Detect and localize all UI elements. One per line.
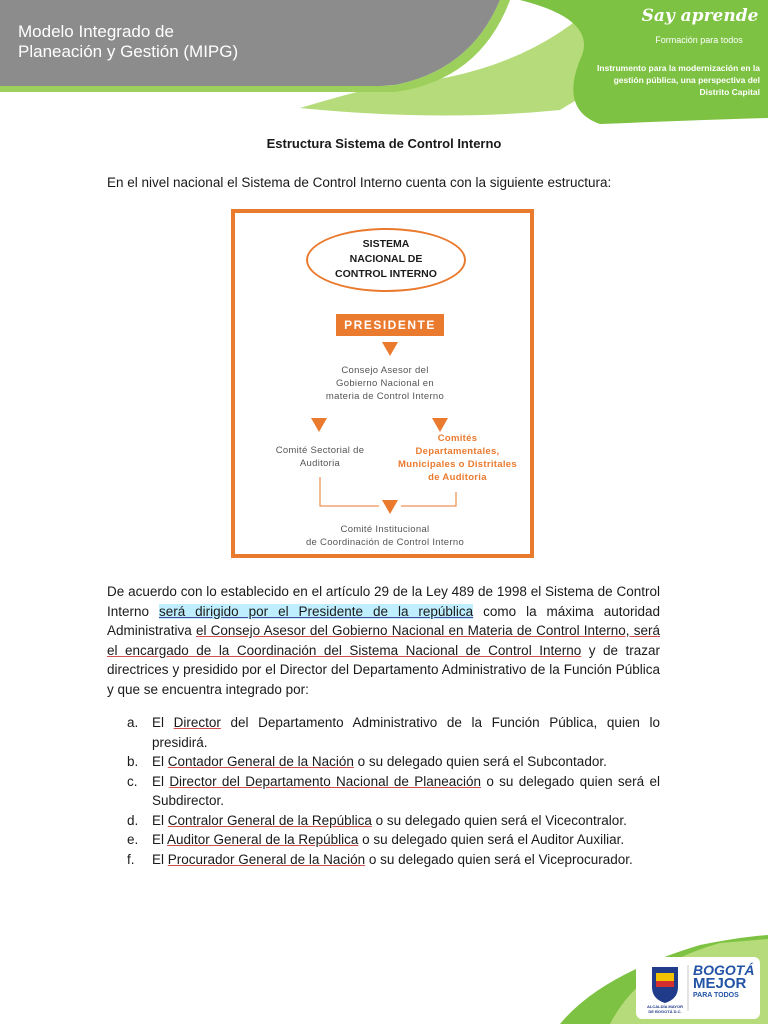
list-text: El [152, 812, 168, 828]
node-line: de Auditoria [428, 472, 487, 483]
list-item [107, 713, 660, 752]
list-marker: d. [127, 812, 139, 828]
control-structure-diagram [231, 209, 534, 558]
page-header [0, 0, 768, 130]
list-underlined-term: Procurador General de la Nación [167, 851, 366, 867]
list-text: o su delegado quien será el Viceprocurador. [365, 851, 633, 867]
program-title-line: Planeación y Gestión (MIPG) [18, 42, 239, 61]
paragraph-text: y de trazar directrices y presidido por el Director del Departamento Administrativo de la Función Pública y que se encuentra integrado por: [107, 642, 660, 697]
instrument-text [560, 62, 760, 98]
node-line: Auditoria [299, 458, 341, 469]
list-underlined-term: Director [173, 715, 221, 730]
say-aprende-logo: Say aprende [641, 6, 759, 26]
alcaldia-label [642, 1004, 688, 1014]
list-underlined-term: Contador General de la Nación [167, 754, 354, 769]
program-title-line: Modelo Integrado de [18, 22, 174, 41]
brand-tagline: Formación para todos [655, 35, 743, 45]
program-title [18, 22, 238, 62]
node-line: Departamentales, [415, 446, 500, 457]
oval-line: SISTEMA [362, 238, 410, 250]
instrument-line: Instrumento para la modernización en la [597, 63, 760, 73]
comite-institucional-node [275, 523, 495, 549]
arrow-down-icon [382, 500, 398, 514]
list-text: El [152, 832, 168, 847]
oval-line: CONTROL INTERNO [335, 268, 437, 280]
list-item [107, 752, 660, 772]
list-underlined-term: Auditor General de la República [167, 832, 359, 847]
list-text: o su delegado quien será el Auditor Auxiliar. [358, 832, 625, 847]
node-line: Gobierno Nacional en [336, 378, 434, 389]
list-marker: b. [127, 754, 139, 769]
list-text: El [152, 851, 168, 867]
alcaldia-line: DE BOGOTÁ D.C. [648, 1009, 682, 1014]
node-line: Municipales o Distritales [398, 459, 517, 470]
list-item [107, 830, 660, 850]
node-line: Comité Institucional [340, 524, 430, 535]
node-line: Comité Sectorial de [275, 445, 365, 456]
node-line: de Coordinación de Control Interno [305, 537, 465, 548]
member-list [107, 713, 660, 869]
bogota-line: MEJOR [693, 975, 747, 992]
list-text: o su delegado quien será el Subcontador. [353, 754, 607, 769]
bogota-mejor-logo [693, 963, 753, 1000]
node-line: materia de Control Interno [325, 391, 445, 402]
bogota-line: PARA TODOS [693, 992, 739, 999]
oval-line: NACIONAL DE [349, 253, 423, 265]
article-paragraph [107, 582, 660, 699]
list-text: El [152, 715, 174, 730]
paragraph-text: De acuerdo con lo establecido en el artículo 29 de la Ley 489 de 1998 el Sistema de Control Interno [107, 584, 660, 619]
document-title: Estructura Sistema de Control Interno [266, 136, 502, 151]
bogota-shield-icon [648, 965, 682, 1005]
node-line: Comités [437, 433, 478, 444]
list-item [107, 850, 660, 870]
list-item [107, 772, 660, 811]
list-underlined-term: Director del Departamento Nacional de Planeación [169, 773, 482, 789]
node-line: Consejo Asesor del [341, 365, 429, 376]
presidente-box: PRESIDENTE [336, 314, 444, 336]
underlined-text: el Consejo Asesor del Gobierno Nacional en Materia de Control Interno, será el encargado de la Coordinación del Sistema Nacional de Control Interno [107, 623, 660, 658]
bogota-line: BOGOTÁ [693, 962, 755, 978]
highlighted-text: será dirigido por el Presidente de la república [158, 603, 474, 619]
list-underlined-term: Contralor General de la República [167, 812, 372, 828]
list-item [107, 811, 660, 831]
list-marker: f. [127, 851, 135, 867]
list-text: El [152, 773, 170, 789]
list-text: El [152, 754, 168, 769]
list-text: del Departamento Administrativo de la Función Pública, quien lo presidirá. [152, 715, 660, 750]
instrument-line: gestión pública, una perspectiva del [613, 75, 760, 85]
intro-paragraph: En el nivel nacional el Sistema de Control Interno cuenta con la siguiente estructura: [107, 175, 612, 190]
list-marker: e. [127, 832, 139, 847]
list-text: o su delegado quien será el Vicecontralor. [371, 812, 627, 828]
paragraph-text: como la máxima autoridad Administrativa [107, 603, 660, 638]
alcaldia-line: ALCALDÍA MAYOR [647, 1004, 683, 1009]
instrument-line: Distrito Capital [699, 87, 760, 97]
list-text: o su delegado quien será el Subdirector. [152, 773, 660, 808]
list-marker: c. [127, 773, 138, 789]
list-marker: a. [127, 715, 139, 730]
